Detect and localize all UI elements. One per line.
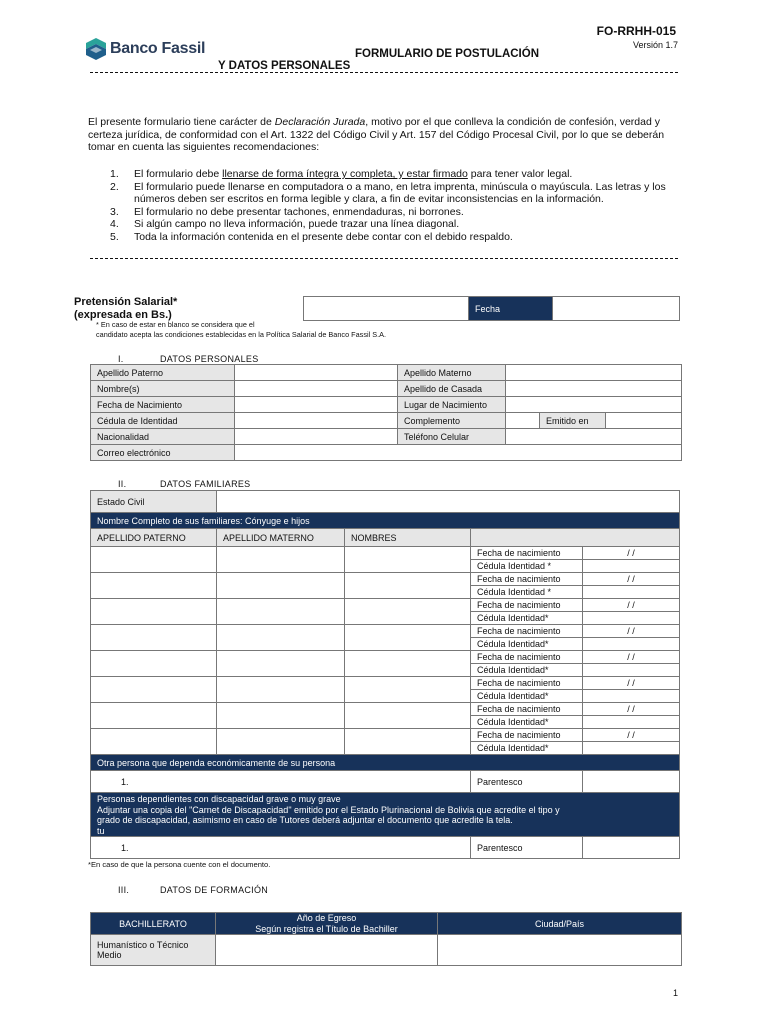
bank-logo xyxy=(86,38,205,60)
discapacidad-footnote: *En caso de que la persona cuente con el documento. xyxy=(88,860,271,869)
parentesco-label: Parentesco xyxy=(471,771,583,793)
member-nombres-input[interactable] xyxy=(345,729,471,755)
col-apellido-materno: APELLIDO MATERNO xyxy=(217,529,345,547)
apellido-casada-input[interactable] xyxy=(506,381,682,397)
col-anio-egreso: Año de Egreso Según registra el Título de Bachiller xyxy=(216,913,438,935)
cedula-input[interactable] xyxy=(235,413,398,429)
member-paterno-input[interactable] xyxy=(91,651,217,677)
bank-logo-icon xyxy=(86,38,106,60)
cedula-label: Cédula Identidad* xyxy=(471,742,583,755)
cedula-label: Cédula Identidad * xyxy=(471,586,583,599)
member-paterno-input[interactable] xyxy=(91,677,217,703)
dependiente-input[interactable]: 1. xyxy=(91,771,471,793)
member-materno-input[interactable] xyxy=(217,573,345,599)
page-title: FORMULARIO DE POSTULACIÓN xyxy=(355,48,539,60)
discapacidad-header: Personas dependientes con discapacidad grave o muy grave Adjuntar una copia del "Carnet de Discapacidad" emitido por el Estado Plurinacional de Bolivia que acredite el tipo y grado de discapacidad, asimismo en caso de Tutores deberá adjuntar el documento que acredite la tela. tu xyxy=(91,793,680,837)
nacionalidad-label: Nacionalidad xyxy=(91,429,235,445)
member-fecha-input[interactable]: / / xyxy=(583,703,680,716)
correo-input[interactable] xyxy=(235,445,682,461)
apellido-materno-label: Apellido Materno xyxy=(398,365,506,381)
fecha-nacimiento-label: Fecha de nacimiento xyxy=(471,729,583,742)
member-nombres-input[interactable] xyxy=(345,547,471,573)
member-ci-input[interactable] xyxy=(583,742,680,755)
fecha-nacimiento-input[interactable] xyxy=(235,397,398,413)
col-ciudad-pais: Ciudad/País xyxy=(438,913,682,935)
salary-note: * En caso de estar en blanco se considera que el candidato acepta las condiciones establecidas en la Política Salarial de Banco Fassil S.A. xyxy=(96,320,387,339)
fecha-nacimiento-label: Fecha de nacimiento xyxy=(471,651,583,664)
ciudad-pais-input[interactable] xyxy=(438,935,682,966)
member-ci-input[interactable] xyxy=(583,716,680,729)
intro-paragraph: El presente formulario tiene carácter de Declaración Jurada, motivo por el que conlleva la condición de confesión, verdad y certeza jurídica, de conformidad con el Art. 1322 del Código Civil y Art. 157 del Código Procesal Civil, por lo que se deberán tomar en cuenta las siguientes recomendaciones: xyxy=(88,116,665,153)
member-paterno-input[interactable] xyxy=(91,625,217,651)
member-fecha-input[interactable]: / / xyxy=(583,651,680,664)
familiares-header: Nombre Completo de sus familiares: Cónyuge e hijos xyxy=(91,513,680,529)
apellido-paterno-input[interactable] xyxy=(235,365,398,381)
divider xyxy=(90,72,678,73)
member-materno-input[interactable] xyxy=(217,625,345,651)
cedula-label: Cédula Identidad * xyxy=(471,560,583,573)
nombres-label: Nombre(s) xyxy=(91,381,235,397)
nacionalidad-input[interactable] xyxy=(235,429,398,445)
fecha-nacimiento-label: Fecha de nacimiento xyxy=(471,573,583,586)
fecha-nacimiento-label: Fecha de Nacimiento xyxy=(91,397,235,413)
telefono-input[interactable] xyxy=(506,429,682,445)
cedula-label: Cédula Identidad* xyxy=(471,638,583,651)
personal-data-table xyxy=(90,364,682,461)
apellido-materno-input[interactable] xyxy=(506,365,682,381)
fecha-nacimiento-label: Fecha de nacimiento xyxy=(471,677,583,690)
fecha-nacimiento-label: Fecha de nacimiento xyxy=(471,625,583,638)
discapacidad-input[interactable]: 1. xyxy=(91,837,471,859)
member-paterno-input[interactable] xyxy=(91,599,217,625)
member-ci-input[interactable] xyxy=(583,664,680,677)
member-fecha-input[interactable]: / / xyxy=(583,599,680,612)
formation-table xyxy=(90,912,682,966)
parentesco-input[interactable] xyxy=(583,771,680,793)
fecha-label: Fecha xyxy=(469,297,553,321)
correo-label: Correo electrónico xyxy=(91,445,235,461)
salary-input[interactable] xyxy=(304,297,469,321)
list-item: 5. Toda la información contenida en el presente debe contar con el debido respaldo. xyxy=(110,230,513,243)
dependiente-header: Otra persona que dependa económicamente de su persona xyxy=(91,755,680,771)
member-nombres-input[interactable] xyxy=(345,703,471,729)
member-fecha-input[interactable]: / / xyxy=(583,677,680,690)
member-materno-input[interactable] xyxy=(217,547,345,573)
member-fecha-input[interactable]: / / xyxy=(583,625,680,638)
col-bachillerato: BACHILLERATO xyxy=(91,913,216,935)
parentesco-input[interactable] xyxy=(583,837,680,859)
member-fecha-input[interactable]: / / xyxy=(583,729,680,742)
complemento-input[interactable] xyxy=(506,413,540,429)
member-nombres-input[interactable] xyxy=(345,573,471,599)
list-item: 3. El formulario no debe presentar tachones, enmendaduras, ni borrones. xyxy=(110,205,464,218)
member-paterno-input[interactable] xyxy=(91,573,217,599)
complemento-label: Complemento xyxy=(398,413,506,429)
member-materno-input[interactable] xyxy=(217,703,345,729)
member-ci-input[interactable] xyxy=(583,638,680,651)
section-title-personal: I. DATOS PERSONALES xyxy=(118,354,259,364)
member-materno-input[interactable] xyxy=(217,677,345,703)
member-materno-input[interactable] xyxy=(217,599,345,625)
member-ci-input[interactable] xyxy=(583,612,680,625)
page-subtitle: Y DATOS PERSONALES xyxy=(218,60,351,72)
col-apellido-paterno: APELLIDO PATERNO xyxy=(91,529,217,547)
member-fecha-input[interactable]: / / xyxy=(583,547,680,560)
page-number: 1 xyxy=(672,988,678,998)
member-nombres-input[interactable] xyxy=(345,651,471,677)
estado-civil-label: Estado Civil xyxy=(91,491,217,513)
apellido-paterno-label: Apellido Paterno xyxy=(91,365,235,381)
col-fecha-ci xyxy=(471,529,680,547)
member-nombres-input[interactable] xyxy=(345,677,471,703)
list-item: 2. El formulario puede llenarse en computadora o a mano, en letra imprenta, minúscula o mayúscula. Las letras y los números deben ser escritos en forma legible y clara, a fin de evitar inconsistencias en la información. xyxy=(110,180,666,205)
anio-egreso-input[interactable] xyxy=(216,935,438,966)
lugar-nacimiento-label: Lugar de Nacimiento xyxy=(398,397,506,413)
estado-civil-input[interactable] xyxy=(217,491,680,513)
fecha-nacimiento-label: Fecha de nacimiento xyxy=(471,599,583,612)
family-data-table xyxy=(90,490,680,859)
member-paterno-input[interactable] xyxy=(91,547,217,573)
cedula-label: Cédula de Identidad xyxy=(91,413,235,429)
cedula-label: Cédula Identidad* xyxy=(471,612,583,625)
section-title-formation: III. DATOS DE FORMACIÓN xyxy=(118,885,269,895)
lugar-nacimiento-input[interactable] xyxy=(506,397,682,413)
cedula-label: Cédula Identidad* xyxy=(471,690,583,703)
fecha-nacimiento-label: Fecha de nacimiento xyxy=(471,547,583,560)
list-item: 4. Si algún campo no lleva información, puede trazar una línea diagonal. xyxy=(110,218,460,230)
parentesco-label: Parentesco xyxy=(471,837,583,859)
member-ci-input[interactable] xyxy=(583,690,680,703)
nombres-input[interactable] xyxy=(235,381,398,397)
member-nombres-input[interactable] xyxy=(345,599,471,625)
col-nombres: NOMBRES xyxy=(345,529,471,547)
emitido-en-input[interactable] xyxy=(606,413,682,429)
member-paterno-input[interactable] xyxy=(91,703,217,729)
document-version: Versión 1.7 xyxy=(632,40,678,50)
apellido-casada-label: Apellido de Casada xyxy=(398,381,506,397)
cedula-label: Cédula Identidad* xyxy=(471,664,583,677)
list-item: 1. El formulario debe llenarse de forma íntegra y completa, y estar firmado para tener valor legal. xyxy=(110,168,573,180)
cedula-label: Cédula Identidad* xyxy=(471,716,583,729)
salary-table xyxy=(303,296,680,321)
member-ci-input[interactable] xyxy=(583,586,680,599)
bank-name: Banco Fassil xyxy=(110,40,206,57)
document-code: FO-RRHH-015 xyxy=(596,24,676,38)
section-title-family: II. DATOS FAMILIARES xyxy=(118,479,251,489)
divider xyxy=(90,258,678,259)
member-materno-input[interactable] xyxy=(217,729,345,755)
member-fecha-input[interactable]: / / xyxy=(583,573,680,586)
recommendations-list xyxy=(110,168,685,243)
member-nombres-input[interactable] xyxy=(345,625,471,651)
member-ci-input[interactable] xyxy=(583,560,680,573)
member-materno-input[interactable] xyxy=(217,651,345,677)
salary-label: Pretensión Salarial* (expresada en Bs.) xyxy=(74,296,178,321)
member-paterno-input[interactable] xyxy=(91,729,217,755)
fecha-input[interactable] xyxy=(553,297,680,321)
fecha-nacimiento-label: Fecha de nacimiento xyxy=(471,703,583,716)
telefono-label: Teléfono Celular xyxy=(398,429,506,445)
emitido-en-label: Emitido en xyxy=(540,413,606,429)
bachillerato-label: Humanístico o Técnico Medio xyxy=(91,935,216,966)
